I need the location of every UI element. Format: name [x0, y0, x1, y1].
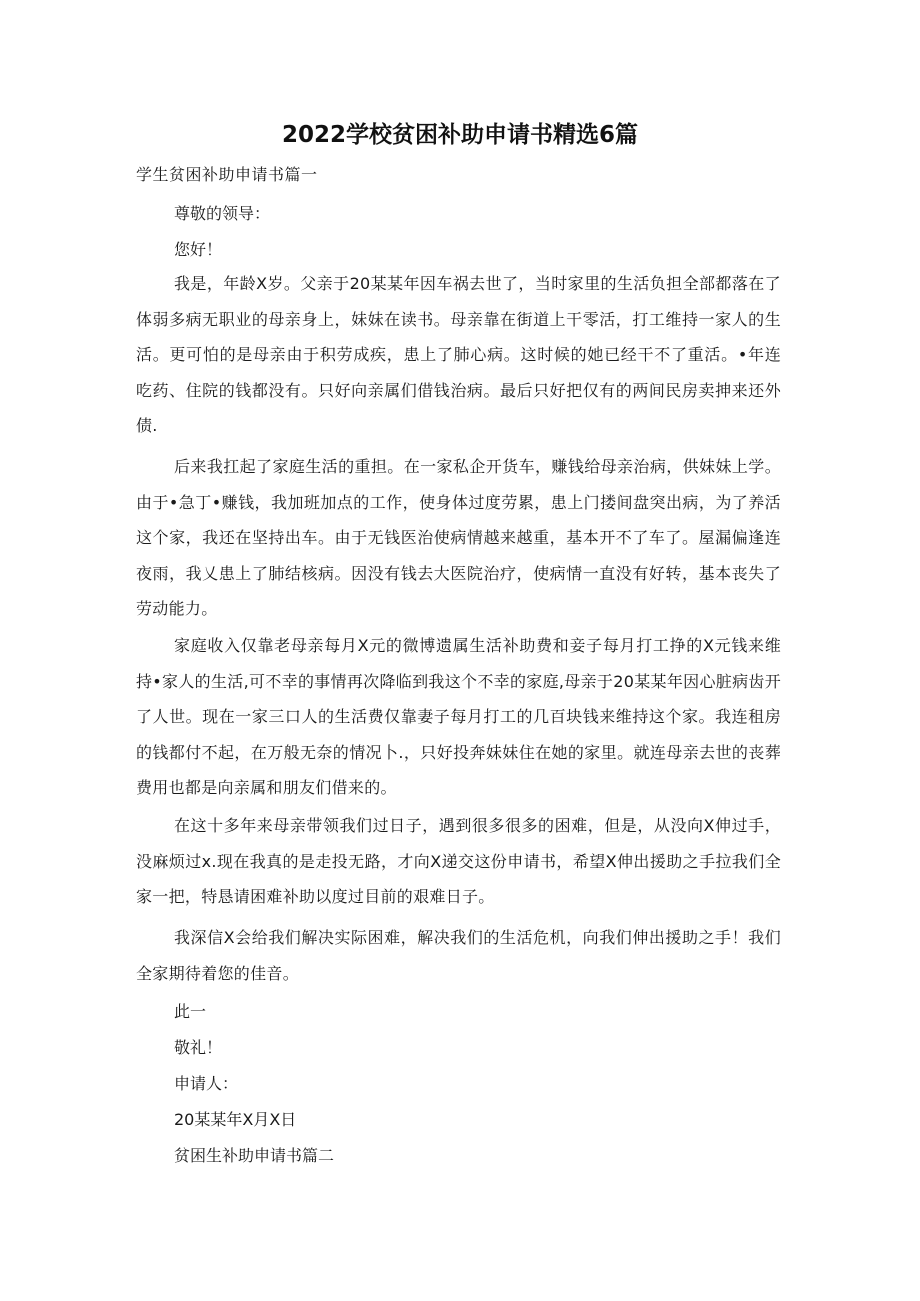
paragraph-3: 家庭收入仅靠老母亲每月X元的微博遗属生活补助费和妾子每月打工挣的X元钱来维持•家人的生活,可不幸的事情再次降临到我这个不幸的家庭,母亲于20某某年因心脏病齿开了人世。现在一家三口人的生活费仅靠妻子每月打工的几百块钱来维持这个家。我连租房的钱都付不起，在万般无奈的情况卜.，只好投奔妹妹住在她的家里。就连母亲去世的丧葬费用也都是向亲属和朋友们借来的。 — [136, 636, 781, 797]
paragraph-1: 我是，年龄X岁。父亲于20某某年因车祸去世了，当时家里的生活负担全部都落在了体弱多病无职业的母亲身上，妹妹在读书。母亲靠在街道上干零活，打工维持一家人的生活。更可怕的是母亲由于积劳成疾，患上了肺心病。这时候的她已经干不了重活。•年连吃药、住院的钱都没有。只好向亲属们借钱治病。最后只好把仅有的两间民房卖抻来还外债. — [136, 274, 781, 435]
application-date: 20某某年X月X日 — [174, 1110, 297, 1129]
greeting: 您好！ — [174, 240, 223, 259]
closing-line-2: 敬礼！ — [174, 1038, 223, 1057]
section-heading-1: 学生贫困补助申请书篇一 — [136, 165, 318, 184]
section-heading-2: 贫困生补助申请书篇二 — [174, 1146, 335, 1165]
paragraph-2: 后来我扛起了家庭生活的重担。在一家私企开货车，赚钱给母亲治病，供妹妹上学。由于•急丁•赚钱，我加班加点的工作，使身体过度劳累，患上门搂间盘突出病，为了养活这个家，我还在坚持出车。由于无钱医治使病情越来越重，基本开不了车了。屋漏偏逢连夜雨，我乂患上了肺结核病。因没有钱去大医院治疗，使病情一直没有好转，基本丧失了劳动能力。 — [136, 457, 781, 618]
paragraph-5: 我深信X会给我们解决实际困难，解决我们的生活危机，向我们伸出援助之手！我们全家期待着您的佳音。 — [136, 928, 781, 983]
paragraph-4: 在这十多年来母亲带领我们过日子，遇到很多很多的困难，但是，从没向X伸过手，没麻烦过x.现在我真的是走投无路，才向X递交这份申请书，希望X伸出援助之手拉我们全家一把，特恳请困难补助以度过目前的艰难日子。 — [136, 816, 781, 906]
document-title: 2022学校贫困补助申请书精选6篇 — [281, 122, 639, 148]
salutation: 尊敬的领导： — [174, 204, 271, 223]
closing-line-1: 此一 — [174, 1002, 207, 1021]
applicant-label: 申请人： — [174, 1074, 239, 1093]
